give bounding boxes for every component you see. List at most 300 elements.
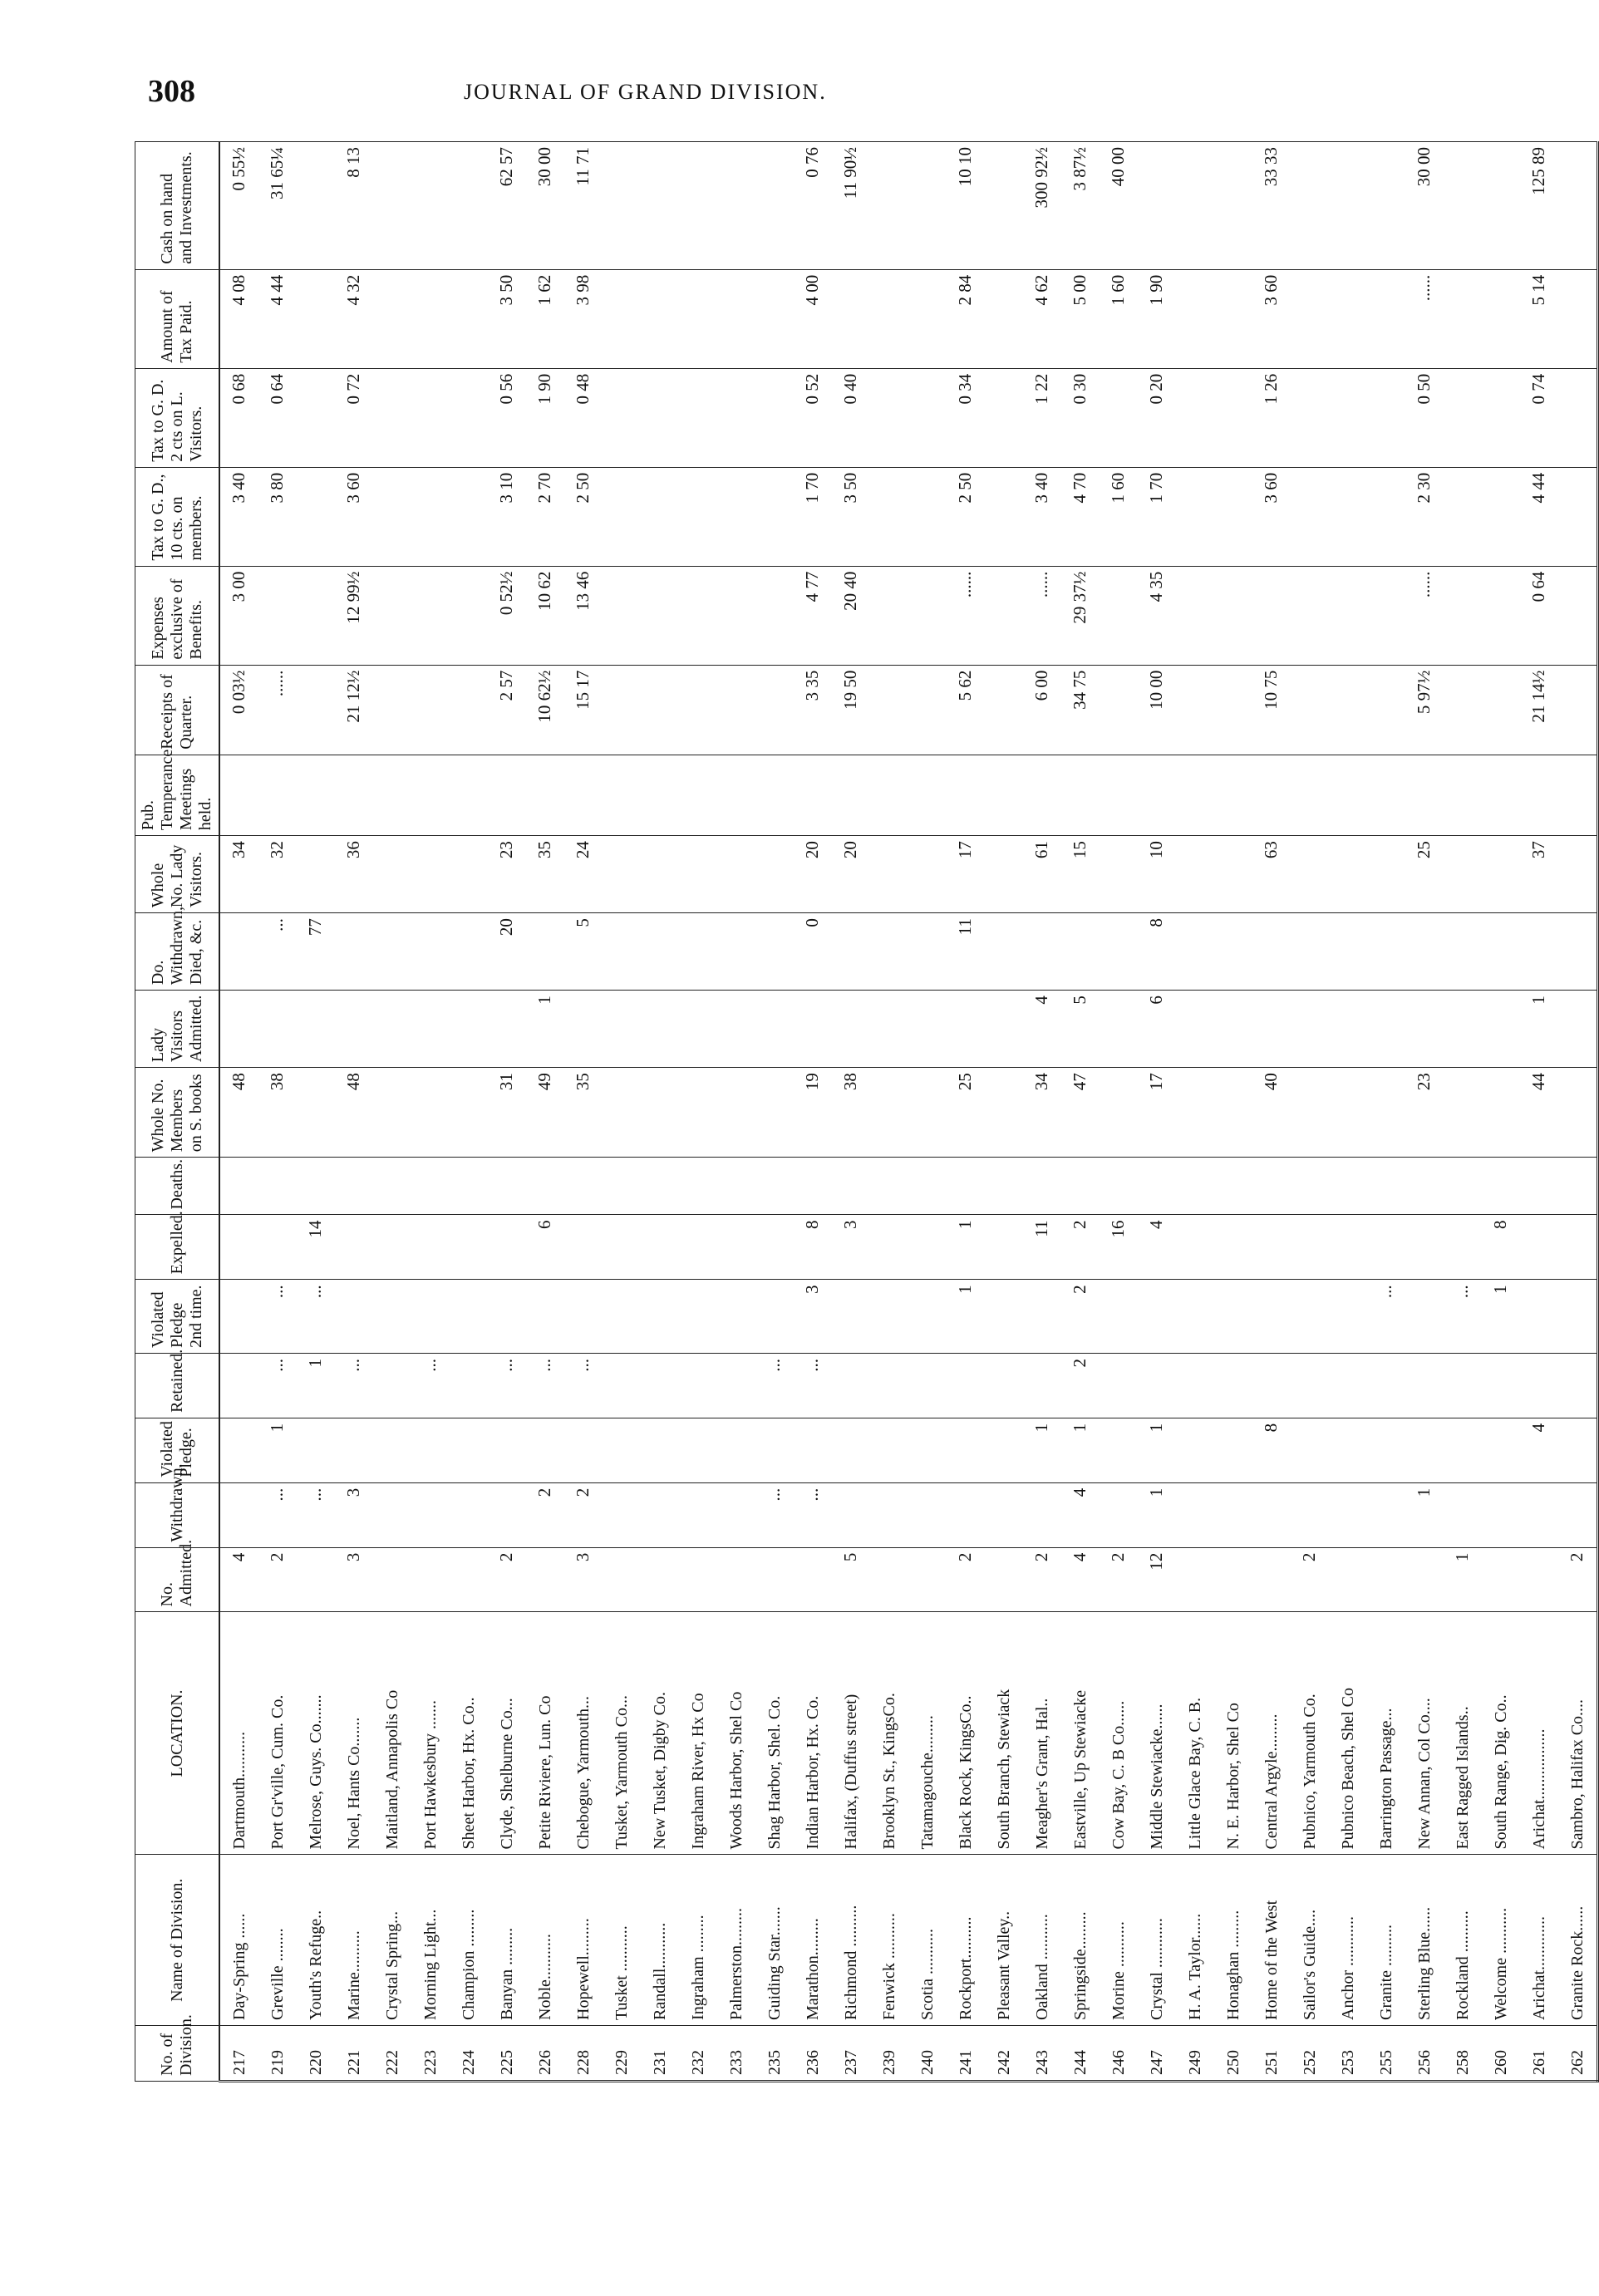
cell-wdd: 11 <box>947 913 985 991</box>
cell-tm: 3 40 <box>219 467 258 566</box>
cell-lv <box>450 836 488 913</box>
cell-div: 252 <box>1291 2025 1329 2081</box>
header-violated-pledge: Violated Pledge. <box>135 1418 220 1482</box>
cell-mem <box>1367 1068 1405 1158</box>
cell-wd <box>1520 1482 1558 1547</box>
cell-cash <box>870 142 908 270</box>
cell-tp: 1 62 <box>526 269 564 368</box>
cell-dth <box>1100 1158 1138 1215</box>
cell-mem <box>297 1068 335 1158</box>
cell-pub <box>1367 755 1405 835</box>
cell-mem: 47 <box>1061 1068 1100 1158</box>
cell-expn <box>1214 566 1252 665</box>
header-lady-admitted: Lady Visitors Admitted. <box>135 991 220 1068</box>
cell-dth <box>297 1158 335 1215</box>
cell-pub <box>794 755 832 835</box>
cell-tp <box>641 269 679 368</box>
cell-tp: 3 60 <box>1252 269 1291 368</box>
cell-exp <box>1558 1215 1598 1280</box>
cell-expn <box>1329 566 1367 665</box>
cell-ret <box>1176 1354 1214 1418</box>
table-row <box>219 142 258 2082</box>
cell-expn <box>1558 566 1598 665</box>
cell-tv: 0 40 <box>832 368 870 467</box>
cell-loc: Tatamagouche......... <box>908 1612 947 1855</box>
cell-mem <box>1558 1068 1598 1158</box>
cell-div: 239 <box>870 2025 908 2081</box>
cell-expn <box>1482 566 1520 665</box>
cell-wdd <box>373 913 411 991</box>
cell-vp <box>832 1418 870 1482</box>
cell-cash <box>1482 142 1520 270</box>
cell-wd: 4 <box>1061 1482 1100 1547</box>
cell-loc: Port Gr'ville, Cum. Co. <box>258 1612 297 1855</box>
cell-pub <box>1520 755 1558 835</box>
cell-cash <box>717 142 755 270</box>
cell-v2 <box>564 1280 603 1354</box>
cell-tm <box>1558 467 1598 566</box>
cell-v2 <box>985 1280 1023 1354</box>
cell-tm <box>641 467 679 566</box>
cell-wd <box>1023 1482 1061 1547</box>
cell-pub <box>219 755 258 835</box>
cell-pub <box>564 755 603 835</box>
cell-cash: 62 57 <box>488 142 526 270</box>
cell-exp <box>1367 1215 1405 1280</box>
cell-tm <box>1482 467 1520 566</box>
cell-wdd <box>603 913 641 991</box>
cell-name: Arichat............. <box>1520 1855 1558 2025</box>
cell-vp <box>679 1418 717 1482</box>
cell-wdd <box>1329 913 1367 991</box>
cell-tp <box>1329 269 1367 368</box>
cell-tv: 0 68 <box>219 368 258 467</box>
running-title: JOURNAL OF GRAND DIVISION. <box>464 80 827 104</box>
table-row <box>335 142 373 2082</box>
cell-ret <box>1138 1354 1176 1418</box>
cell-mem <box>755 1068 794 1158</box>
cell-pub <box>1444 755 1482 835</box>
cell-wdd <box>1520 913 1558 991</box>
cell-rec: 0 03½ <box>219 665 258 755</box>
cell-cash: 40 00 <box>1100 142 1138 270</box>
cell-lad <box>1176 991 1214 1068</box>
cell-exp <box>219 1215 258 1280</box>
cell-adm <box>450 1547 488 1612</box>
cell-tv <box>450 368 488 467</box>
cell-name: Richmond .......... <box>832 1855 870 2025</box>
cell-wd: ... <box>258 1482 297 1547</box>
cell-ret <box>1329 1354 1367 1418</box>
cell-adm <box>1367 1547 1405 1612</box>
cell-loc: Maitland, Annapolis Co <box>373 1612 411 1855</box>
cell-mem <box>603 1068 641 1158</box>
cell-rec <box>870 665 908 755</box>
cell-pub <box>1482 755 1520 835</box>
cell-tp <box>411 269 450 368</box>
cell-tv <box>603 368 641 467</box>
cell-exp <box>1214 1215 1252 1280</box>
cell-v2 <box>832 1280 870 1354</box>
cell-lv: 32 <box>258 836 297 913</box>
cell-name: Crystal ............ <box>1138 1855 1176 2025</box>
cell-pub <box>258 755 297 835</box>
cell-cash <box>1558 142 1598 270</box>
cell-div: 241 <box>947 2025 985 2081</box>
cell-pub <box>1405 755 1444 835</box>
cell-exp: 8 <box>1482 1215 1520 1280</box>
cell-pub <box>1176 755 1214 835</box>
cell-lv <box>1329 836 1367 913</box>
cell-v2 <box>411 1280 450 1354</box>
cell-ret <box>1444 1354 1482 1418</box>
cell-tp <box>985 269 1023 368</box>
cell-ret <box>1405 1354 1444 1418</box>
cell-wdd <box>832 913 870 991</box>
cell-v2: 3 <box>794 1280 832 1354</box>
cell-pub <box>373 755 411 835</box>
table-row <box>1405 142 1444 2082</box>
cell-loc: Port Hawkesbury ....... <box>411 1612 450 1855</box>
cell-dth <box>1444 1158 1482 1215</box>
cell-name: Scotia ........... <box>908 1855 947 2025</box>
cell-tm: 2 50 <box>947 467 985 566</box>
table-row <box>526 142 564 2082</box>
cell-adm: 5 <box>832 1547 870 1612</box>
cell-rec: 3 35 <box>794 665 832 755</box>
cell-mem <box>411 1068 450 1158</box>
cell-div: 246 <box>1100 2025 1138 2081</box>
cell-exp <box>870 1215 908 1280</box>
cell-mem: 48 <box>335 1068 373 1158</box>
cell-name: Morine ........... <box>1100 1855 1138 2025</box>
cell-vp <box>641 1418 679 1482</box>
cell-tp <box>1367 269 1405 368</box>
cell-adm: 4 <box>219 1547 258 1612</box>
cell-rec: 21 12½ <box>335 665 373 755</box>
cell-tp: ...... <box>1405 269 1444 368</box>
cell-wd <box>1100 1482 1138 1547</box>
header-row <box>135 142 220 2082</box>
cell-wdd <box>679 913 717 991</box>
cell-vp <box>1214 1418 1252 1482</box>
cell-lad <box>1100 991 1138 1068</box>
cell-adm <box>794 1547 832 1612</box>
cell-dth <box>1520 1158 1558 1215</box>
cell-dth <box>1138 1158 1176 1215</box>
cell-wd <box>870 1482 908 1547</box>
table-row <box>258 142 297 2082</box>
cell-loc: Melrose, Guys. Co....... <box>297 1612 335 1855</box>
cell-dth <box>870 1158 908 1215</box>
cell-lad <box>411 991 450 1068</box>
cell-v2 <box>1100 1280 1138 1354</box>
cell-exp: 3 <box>832 1215 870 1280</box>
cell-tm: 2 50 <box>564 467 603 566</box>
cell-tm: 1 70 <box>794 467 832 566</box>
cell-expn <box>985 566 1023 665</box>
cell-rec <box>1214 665 1252 755</box>
cell-loc: Brooklyn St., KingsCo. <box>870 1612 908 1855</box>
header-tax-visitors: Tax to G. D. 2 cts on L. Visitors. <box>135 368 220 467</box>
cell-lad <box>1558 991 1598 1068</box>
header-tax-paid: Amount of Tax Paid. <box>135 269 220 368</box>
cell-name: Rockport.......... <box>947 1855 985 2025</box>
cell-wd: ... <box>794 1482 832 1547</box>
cell-adm <box>985 1547 1023 1612</box>
cell-wdd <box>1252 913 1291 991</box>
cell-tp <box>679 269 717 368</box>
cell-ret <box>373 1354 411 1418</box>
cell-name: Greville ........ <box>258 1855 297 2025</box>
cell-div: 223 <box>411 2025 450 2081</box>
cell-exp <box>755 1215 794 1280</box>
cell-exp: 2 <box>1061 1215 1100 1280</box>
cell-rec <box>1100 665 1138 755</box>
cell-adm: 4 <box>1061 1547 1100 1612</box>
cell-exp <box>985 1215 1023 1280</box>
cell-pub <box>603 755 641 835</box>
cell-exp <box>258 1215 297 1280</box>
cell-v2 <box>1520 1280 1558 1354</box>
cell-tp: 5 14 <box>1520 269 1558 368</box>
cell-expn <box>1367 566 1405 665</box>
cell-exp: 4 <box>1138 1215 1176 1280</box>
table-row <box>1214 142 1252 2082</box>
cell-loc: Meagher's Grant, Hal.. <box>1023 1612 1061 1855</box>
cell-cash: 125 89 <box>1520 142 1558 270</box>
cell-mem <box>1176 1068 1214 1158</box>
cell-mem <box>908 1068 947 1158</box>
cell-expn <box>870 566 908 665</box>
cell-div: 253 <box>1329 2025 1367 2081</box>
cell-lad <box>985 991 1023 1068</box>
cell-tm: 3 50 <box>832 467 870 566</box>
cell-cash: 30 00 <box>1405 142 1444 270</box>
cell-vp: 1 <box>1023 1418 1061 1482</box>
cell-dth <box>603 1158 641 1215</box>
cell-lad <box>219 991 258 1068</box>
cell-tv <box>1176 368 1214 467</box>
cell-wdd <box>908 913 947 991</box>
cell-name: Crystal Spring... <box>373 1855 411 2025</box>
cell-expn: ...... <box>1023 566 1061 665</box>
cell-div: 244 <box>1061 2025 1100 2081</box>
cell-wd: 1 <box>1405 1482 1444 1547</box>
header-admitted: No. Admitted. <box>135 1547 220 1612</box>
cell-cash <box>1138 142 1176 270</box>
table-row <box>832 142 870 2082</box>
cell-dth <box>1367 1158 1405 1215</box>
cell-rec <box>603 665 641 755</box>
header-retained: Retained. <box>135 1354 220 1418</box>
cell-tp <box>1482 269 1520 368</box>
cell-ret: ... <box>335 1354 373 1418</box>
cell-mem <box>1100 1068 1138 1158</box>
cell-cash <box>1214 142 1252 270</box>
cell-expn: 20 40 <box>832 566 870 665</box>
cell-loc: Dartmouth........... <box>219 1612 258 1855</box>
cell-expn <box>1252 566 1291 665</box>
cell-tv: 1 90 <box>526 368 564 467</box>
cell-tp <box>373 269 411 368</box>
cell-rec: 6 00 <box>1023 665 1061 755</box>
cell-div: 237 <box>832 2025 870 2081</box>
cell-rec <box>1329 665 1367 755</box>
cell-pub <box>641 755 679 835</box>
cell-wdd: 20 <box>488 913 526 991</box>
cell-wd: ... <box>297 1482 335 1547</box>
cell-div: 225 <box>488 2025 526 2081</box>
cell-vp <box>1482 1418 1520 1482</box>
cell-name: Welcome ........... <box>1482 1855 1520 2025</box>
header-lady-visitors: Whole No. Lady Visitors. <box>135 836 220 913</box>
cell-mem <box>373 1068 411 1158</box>
cell-cash <box>755 142 794 270</box>
cell-lv <box>1558 836 1598 913</box>
cell-ret <box>947 1354 985 1418</box>
cell-tm <box>870 467 908 566</box>
cell-adm: 2 <box>1100 1547 1138 1612</box>
cell-loc: Arichat................. <box>1520 1612 1558 1855</box>
cell-exp <box>450 1215 488 1280</box>
cell-v2 <box>1176 1280 1214 1354</box>
cell-rec: 5 97½ <box>1405 665 1444 755</box>
cell-vp: 1 <box>258 1418 297 1482</box>
cell-tv: 1 22 <box>1023 368 1061 467</box>
cell-wdd <box>1176 913 1214 991</box>
cell-name: Tusket ........... <box>603 1855 641 2025</box>
cell-rec: 10 75 <box>1252 665 1291 755</box>
cell-dth <box>1405 1158 1444 1215</box>
cell-cash: 8 13 <box>335 142 373 270</box>
cell-dth <box>1252 1158 1291 1215</box>
cell-loc: Clyde, Shelburne Co... <box>488 1612 526 1855</box>
cell-tm <box>603 467 641 566</box>
cell-dth <box>679 1158 717 1215</box>
table-row <box>1482 142 1520 2082</box>
table-row <box>1444 142 1482 2082</box>
cell-exp <box>1520 1215 1558 1280</box>
cell-pub <box>947 755 985 835</box>
cell-ret <box>1214 1354 1252 1418</box>
cell-vp <box>1176 1418 1214 1482</box>
cell-wd <box>947 1482 985 1547</box>
cell-mem <box>641 1068 679 1158</box>
cell-ret <box>1520 1354 1558 1418</box>
cell-tm <box>411 467 450 566</box>
cell-tv <box>641 368 679 467</box>
cell-name: Ingraham ......... <box>679 1855 717 2025</box>
cell-pub <box>908 755 947 835</box>
cell-lv <box>1291 836 1329 913</box>
cell-dth <box>1482 1158 1520 1215</box>
cell-tp <box>717 269 755 368</box>
cell-expn <box>1100 566 1138 665</box>
cell-name: Champion ......... <box>450 1855 488 2025</box>
cell-tp: 4 44 <box>258 269 297 368</box>
cell-tp <box>908 269 947 368</box>
cell-div: 240 <box>908 2025 947 2081</box>
cell-tp: 3 98 <box>564 269 603 368</box>
cell-adm: 3 <box>335 1547 373 1612</box>
cell-vp <box>717 1418 755 1482</box>
cell-rec <box>1444 665 1482 755</box>
cell-dth <box>1023 1158 1061 1215</box>
cell-dth <box>794 1158 832 1215</box>
cell-div: 229 <box>603 2025 641 2081</box>
cell-tp <box>1176 269 1214 368</box>
cell-wdd <box>1367 913 1405 991</box>
table-body <box>219 142 1598 2082</box>
table-row <box>1023 142 1061 2082</box>
cell-wdd <box>1061 913 1100 991</box>
cell-loc: Pubnico Beach, Shel Co <box>1329 1612 1367 1855</box>
cell-v2: 1 <box>947 1280 985 1354</box>
cell-rec <box>908 665 947 755</box>
cell-name: Day-Spring ...... <box>219 1855 258 2025</box>
cell-loc: South Range, Dig. Co.. <box>1482 1612 1520 1855</box>
cell-rec <box>679 665 717 755</box>
cell-vp <box>603 1418 641 1482</box>
cell-wdd <box>1291 913 1329 991</box>
cell-dth <box>1176 1158 1214 1215</box>
cell-div: 255 <box>1367 2025 1405 2081</box>
cell-wd <box>832 1482 870 1547</box>
cell-rec: 15 17 <box>564 665 603 755</box>
cell-ret: ... <box>411 1354 450 1418</box>
cell-dth <box>908 1158 947 1215</box>
cell-loc: East Ragged Islands.. <box>1444 1612 1482 1855</box>
cell-v2 <box>603 1280 641 1354</box>
cell-lv <box>908 836 947 913</box>
cell-tp: 4 08 <box>219 269 258 368</box>
cell-dth <box>1214 1158 1252 1215</box>
cell-lad <box>258 991 297 1068</box>
cell-exp <box>1291 1215 1329 1280</box>
cell-wd <box>1252 1482 1291 1547</box>
cell-cash <box>603 142 641 270</box>
cell-wdd <box>755 913 794 991</box>
cell-wdd <box>1214 913 1252 991</box>
cell-div: 224 <box>450 2025 488 2081</box>
cell-tm <box>717 467 755 566</box>
cell-v2 <box>679 1280 717 1354</box>
table-row <box>1100 142 1138 2082</box>
cell-lv <box>373 836 411 913</box>
cell-rec <box>1482 665 1520 755</box>
cell-lv <box>603 836 641 913</box>
cell-vp <box>1100 1418 1138 1482</box>
cell-tp: 1 90 <box>1138 269 1176 368</box>
cell-mem <box>1291 1068 1329 1158</box>
cell-wdd <box>526 913 564 991</box>
cell-lad <box>450 991 488 1068</box>
cell-adm: 2 <box>1558 1547 1598 1612</box>
cell-lad: 5 <box>1061 991 1100 1068</box>
cell-lv <box>1100 836 1138 913</box>
cell-expn <box>679 566 717 665</box>
cell-wdd: ... <box>258 913 297 991</box>
cell-wdd: 77 <box>297 913 335 991</box>
cell-vp <box>1558 1418 1598 1482</box>
cell-tv <box>297 368 335 467</box>
cell-adm <box>526 1547 564 1612</box>
cell-exp <box>335 1215 373 1280</box>
cell-pub <box>450 755 488 835</box>
cell-mem: 19 <box>794 1068 832 1158</box>
cell-name: Youth's Refuge.. <box>297 1855 335 2025</box>
